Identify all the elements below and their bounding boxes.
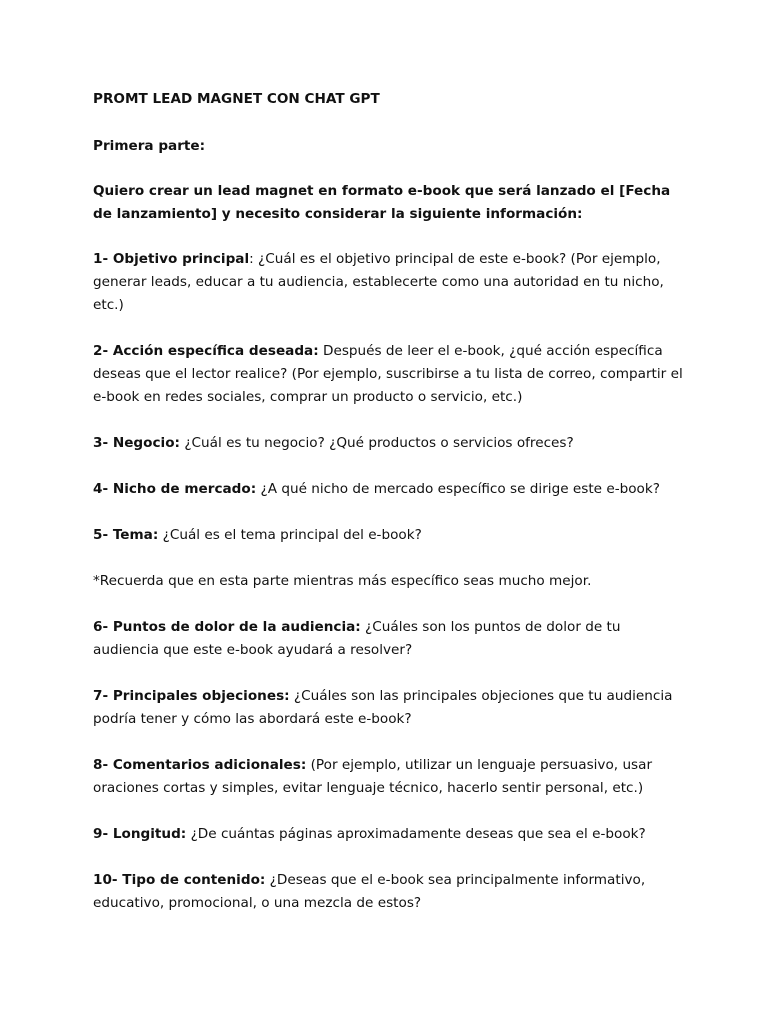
item-text: : ¿Cuál es el objetivo principal de este e-book? (Por ejemplo, generar leads, educar a tu audiencia, establecerte como una autoridad en tu nicho, etc.): [93, 251, 664, 313]
item-label: 6- Puntos de dolor de la audiencia:: [93, 619, 361, 635]
item-label: 7- Principales objeciones:: [93, 688, 290, 704]
list-item: [93, 248, 688, 317]
list-item: [93, 754, 688, 800]
list-item: [93, 432, 688, 455]
list-item: [93, 524, 688, 547]
item-label: 3- Negocio:: [93, 435, 180, 451]
list-item: [93, 823, 688, 846]
item-text: ¿Cuáles son las principales objeciones que tu audiencia podría tener y cómo las abordará este e-book?: [93, 688, 673, 727]
list-item: [93, 340, 688, 409]
list-item: [93, 478, 688, 501]
document-title: PROMT LEAD MAGNET CON CHAT GPT: [93, 91, 380, 107]
list-item: [93, 869, 688, 915]
item-label: 8- Comentarios adicionales:: [93, 757, 307, 773]
item-label: 4- Nicho de mercado:: [93, 481, 257, 497]
item-text: ¿A qué nicho de mercado específico se dirige este e-book?: [256, 481, 660, 497]
item-label: 10- Tipo de contenido:: [93, 872, 266, 888]
item-label: 9- Longitud:: [93, 826, 187, 842]
intro-paragraph: Quiero crear un lead magnet en formato e-book que será lanzado el [Fecha de lanzamiento] y necesito considerar la siguiente información:: [93, 183, 671, 222]
section-heading: Primera parte:: [93, 138, 206, 154]
list-item: [93, 616, 688, 662]
item-label: 2- Acción específica deseada:: [93, 343, 319, 359]
item-text: (Por ejemplo, utilizar un lenguaje persuasivo, usar oraciones cortas y simples, evitar lenguaje técnico, hacerlo sentir personal, etc.): [93, 757, 653, 796]
item-text: ¿Cuál es tu negocio? ¿Qué productos o servicios ofreces?: [180, 435, 574, 451]
item-text: ¿Cuáles son los puntos de dolor de tu audiencia que este e-book ayudará a resolver?: [93, 619, 621, 658]
item-text: ¿Cuál es el tema principal del e-book?: [158, 527, 422, 543]
item-text: ¿Deseas que el e-book sea principalmente informativo, educativo, promocional, o una mezcla de estos?: [93, 872, 646, 911]
list-item: [93, 685, 688, 731]
note-paragraph: *Recuerda que en esta parte mientras más específico seas mucho mejor.: [93, 573, 592, 589]
item-label: 5- Tema:: [93, 527, 159, 543]
item-text: ¿De cuántas páginas aproximadamente deseas que sea el e-book?: [186, 826, 646, 842]
item-text: Después de leer el e-book, ¿qué acción específica deseas que el lector realice? (Por ejemplo, suscribirse a tu lista de correo, compartir el e-book en redes sociales, comprar un producto o servicio, etc.): [93, 343, 683, 405]
item-label: 1- Objetivo principal: [93, 251, 250, 267]
